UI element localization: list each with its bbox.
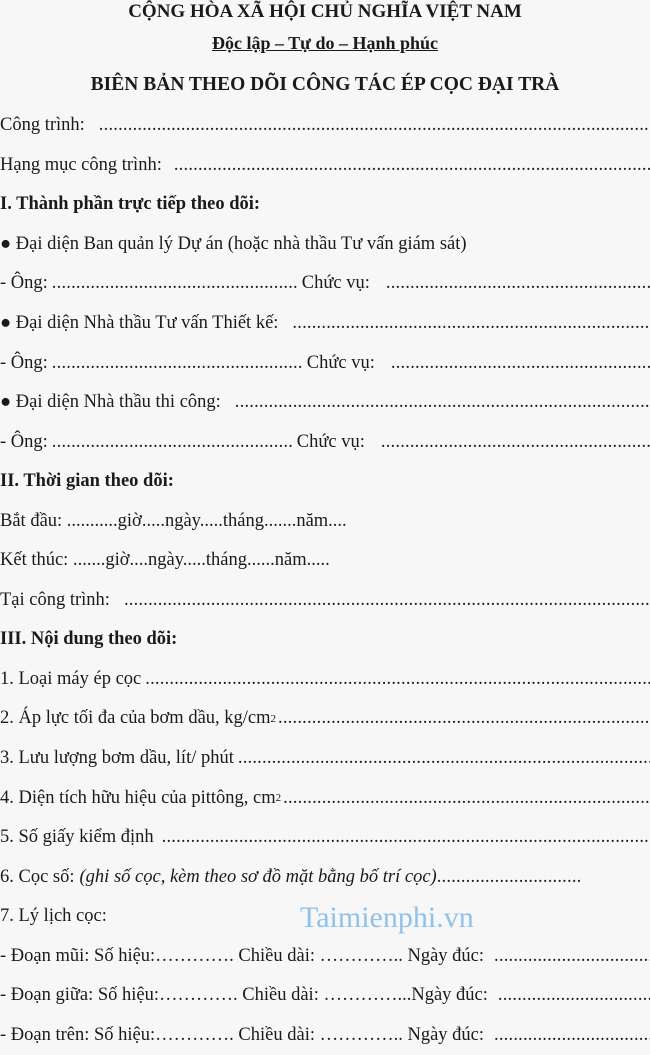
- item-4-field[interactable]: [283, 788, 650, 809]
- start-time[interactable]: Bắt đầu: ...........giờ.....ngày.....tháng.......năm....: [0, 510, 347, 531]
- position-label: Chức vụ:: [301, 273, 370, 294]
- segment-middle-date-field[interactable]: [498, 985, 650, 1006]
- item-6-label: 6. Cọc số:: [0, 866, 75, 887]
- item-3-row: [0, 739, 650, 779]
- motto: Độc lập – Tự do – Hạnh phúc: [211, 33, 439, 53]
- item-4-row: 4. Diện tích hữu hiệu của pittông, cm 2 .....: [0, 778, 650, 818]
- end-time[interactable]: Kết thúc: .......giờ....ngày.....tháng......năm.....: [0, 550, 330, 571]
- position-label: Chức vụ:: [306, 352, 375, 373]
- country-heading: CỘNG HÒA XÃ HỘI CHỦ NGHĨA VIỆT NAM: [128, 1, 522, 22]
- segment-top-label: - Đoạn trên: Số hiệu:…………. Chiều dài: ………….. Ngày đúc:: [0, 1024, 485, 1045]
- rep-contractor-field[interactable]: [235, 392, 650, 413]
- segment-top-date-field[interactable]: [494, 1025, 650, 1046]
- rep-project-board: ● Đại diện Ban quản lý Dự án (hoặc nhà thầu Tư vấn giám sát): [0, 233, 467, 254]
- ong-label: - Ông:: [0, 352, 48, 373]
- item-7-label: 7. Lý lịch cọc:: [0, 906, 107, 927]
- segment-tip-date-field[interactable]: [494, 946, 650, 967]
- place-field[interactable]: [124, 590, 650, 611]
- rep-contractor-label: ● Đại diện Nhà thầu thi công:: [0, 392, 221, 413]
- cong-trinh-row: [0, 106, 650, 146]
- position-label: Chức vụ:: [296, 431, 365, 452]
- item-2-row: 2. Áp lực tối đa của bơm dầu, kg/cm 2 .....: [0, 699, 650, 739]
- item-5-row: [0, 818, 650, 858]
- name-field[interactable]: [52, 273, 297, 294]
- section-3-heading: III. Nội dung theo dõi:: [0, 629, 178, 650]
- rep-contractor-row: [0, 383, 650, 423]
- item-2-field[interactable]: [278, 708, 650, 729]
- cong-trinh-field[interactable]: [99, 115, 650, 136]
- position-field[interactable]: [386, 273, 650, 294]
- rep-3-person-row: [0, 422, 650, 462]
- hang-muc-row: [0, 146, 650, 186]
- rep-design-consultant-row: [0, 304, 650, 344]
- segment-middle-label: - Đoạn giữa: Số hiệu:…………. Chiều dài: …………...Ngày đúc:: [0, 985, 488, 1006]
- item-5-label: 5. Số giấy kiểm định: [0, 827, 154, 848]
- section-2-heading: II. Thời gian theo dõi:: [0, 471, 174, 492]
- document-title: BIÊN BẢN THEO DÕI CÔNG TÁC ÉP CỌC ĐẠI TRÀ: [90, 74, 560, 95]
- item-6-row: [0, 857, 650, 897]
- segment-middle-row: [0, 976, 650, 1016]
- item-4-label: 4. Diện tích hữu hiệu của pittông, cm: [0, 787, 276, 808]
- rep-2-person-row: [0, 343, 650, 383]
- item-5-field[interactable]: [162, 827, 650, 848]
- item-1-label: 1. Loại máy ép cọc: [0, 668, 142, 689]
- name-field[interactable]: [52, 353, 302, 374]
- rep-1-person-row: [0, 264, 650, 304]
- name-field[interactable]: [52, 432, 292, 453]
- watermark-logo: Taimienphi.vn: [300, 901, 474, 934]
- segment-tip-row: [0, 936, 650, 976]
- place-label: Tại công trình:: [0, 589, 110, 610]
- segment-top-row: [0, 1016, 650, 1055]
- item-1-field[interactable]: [145, 669, 650, 690]
- rep-design-field[interactable]: [292, 313, 650, 334]
- ong-label: - Ông:: [0, 431, 48, 452]
- hang-muc-field[interactable]: [174, 155, 650, 176]
- cong-trinh-label: Công trình:: [0, 115, 85, 136]
- item-3-label: 3. Lưu lượng bơm dầu, lít/ phút: [0, 748, 234, 769]
- item-6-field[interactable]: [437, 867, 580, 888]
- item-6-note: (ghi số cọc, kèm theo sơ đồ mặt bằng bố trí cọc): [79, 866, 437, 887]
- position-field[interactable]: [391, 353, 650, 374]
- position-field[interactable]: [381, 432, 650, 453]
- hang-muc-label: Hạng mục công trình:: [0, 154, 162, 175]
- item-3-field[interactable]: [238, 748, 650, 769]
- rep-design-label: ● Đại diện Nhà thầu Tư vấn Thiết kế:: [0, 313, 279, 333]
- ong-label: - Ông:: [0, 273, 48, 294]
- place-row: [0, 581, 650, 621]
- segment-tip-label: - Đoạn mũi: Số hiệu:…………. Chiều dài: ………….. Ngày đúc:: [0, 945, 485, 966]
- section-1-heading: I. Thành phần trực tiếp theo dõi:: [0, 194, 261, 215]
- item-2-label: 2. Áp lực tối đa của bơm dầu, kg/cm: [0, 708, 271, 729]
- item-1-row: [0, 660, 650, 700]
